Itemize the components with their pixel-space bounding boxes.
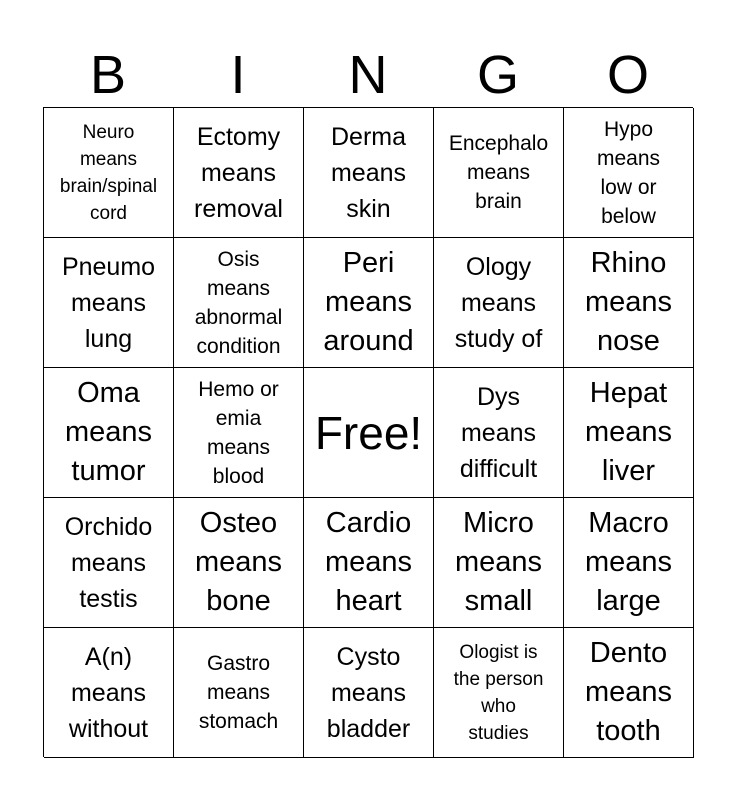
cell-text: Neuro means brain/spinal cord (59, 121, 158, 224)
cell-text: Oma means tumor (64, 377, 153, 487)
bingo-cell[interactable] (304, 628, 434, 758)
bingo-cell[interactable] (564, 498, 694, 628)
cell-text: A(n) means without (68, 642, 149, 743)
bingo-cell[interactable] (434, 628, 564, 758)
bingo-header (43, 44, 693, 106)
bingo-card-grid (43, 107, 693, 757)
cell-text: Osis means abnormal condition (194, 247, 283, 358)
bingo-cell[interactable] (304, 498, 434, 628)
bingo-cell[interactable] (434, 498, 564, 628)
header-letter-i: I (230, 45, 246, 105)
bingo-cell[interactable] (434, 368, 564, 498)
bingo-cell[interactable] (174, 368, 304, 498)
header-letter-b: B (89, 45, 127, 105)
bingo-cell[interactable] (434, 238, 564, 368)
bingo-cell[interactable] (304, 108, 434, 238)
cell-text: Hypo means low or below (596, 117, 661, 228)
cell-text: Encephalo means brain (448, 132, 549, 213)
cell-text: Ologist is the person who studies (453, 641, 544, 744)
bingo-cell[interactable] (174, 498, 304, 628)
bingo-cell[interactable] (174, 628, 304, 758)
cell-text: Hemo or emia means blood (198, 377, 279, 488)
bingo-cell[interactable] (564, 368, 694, 498)
header-letter-n: N (348, 45, 388, 105)
header-letter-g: G (476, 45, 519, 105)
cell-text: Cardio means heart (324, 507, 413, 617)
cell-text: Rhino means nose (584, 247, 673, 357)
cell-text: Cysto means bladder (326, 642, 411, 743)
cell-text: Gastro means stomach (198, 652, 279, 733)
bingo-cell[interactable] (44, 628, 174, 758)
bingo-cell[interactable] (44, 238, 174, 368)
free-space-text: Free! (314, 406, 423, 459)
cell-text: Ology means study of (454, 252, 543, 353)
cell-text: Osteo means bone (194, 507, 283, 617)
cell-text: Dento means tooth (584, 637, 673, 747)
cell-text: Derma means skin (330, 122, 407, 223)
bingo-cell[interactable] (434, 108, 564, 238)
bingo-cell[interactable] (564, 238, 694, 368)
header-letter-o: O (606, 45, 649, 105)
cell-text: Dys means difficult (459, 382, 538, 483)
bingo-cell[interactable] (564, 628, 694, 758)
bingo-cell[interactable] (44, 108, 174, 238)
cell-text: Pneumo means lung (61, 252, 156, 353)
cell-text: Peri means around (323, 247, 414, 357)
free-space-cell[interactable] (304, 368, 434, 498)
bingo-cell[interactable] (174, 238, 304, 368)
cell-text: Micro means small (454, 507, 543, 617)
bingo-cell[interactable] (44, 498, 174, 628)
cell-text: Macro means large (584, 507, 673, 617)
bingo-cell[interactable] (564, 108, 694, 238)
bingo-cell[interactable] (174, 108, 304, 238)
cell-text: Ectomy means removal (194, 122, 283, 223)
bingo-cell[interactable] (304, 238, 434, 368)
cell-text: Hepat means liver (584, 377, 673, 487)
bingo-cell[interactable] (44, 368, 174, 498)
cell-text: Orchido means testis (64, 512, 153, 613)
